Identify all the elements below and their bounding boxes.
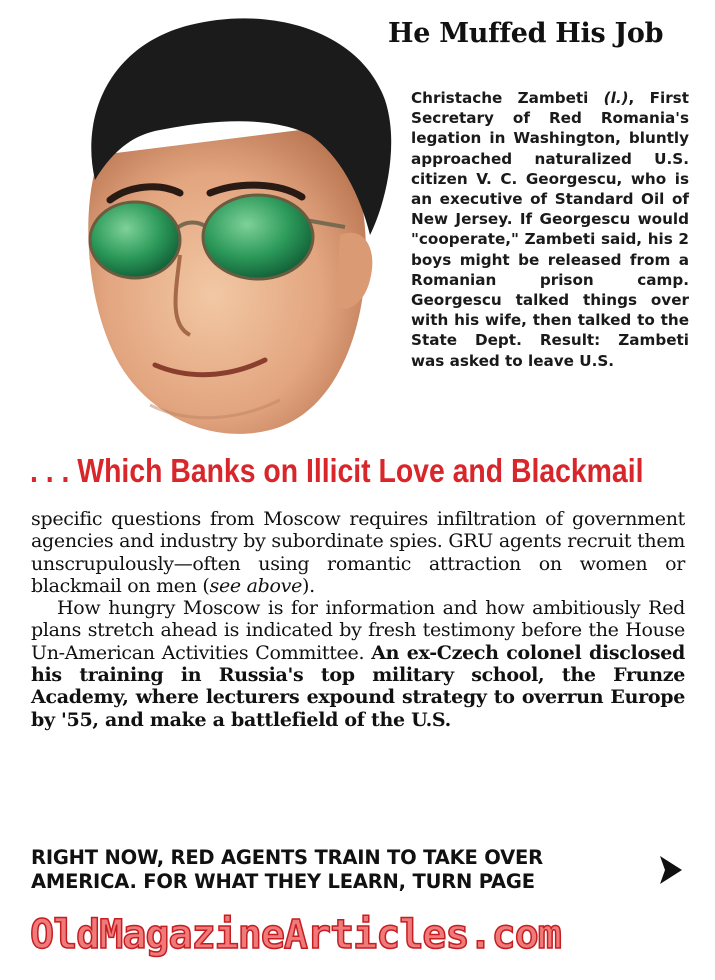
section-subhead: . . . Which Banks on Illicit Love and Blackmail [30, 452, 644, 489]
body-text: specific questions from Moscow requires infiltration of government agencies and industry by subordinate spies. GRU agents recruit them unscrupulously—often using romantic attraction on women or blackmail on men ( [31, 508, 685, 597]
body-paragraph [31, 508, 685, 597]
cta-line: AMERICA. FOR WHAT THEY LEARN, TURN PAGE [31, 870, 535, 893]
photo-caption [411, 88, 689, 371]
body-text: How hungry Moscow is for information and how ambitiously Red plans stretch ahead is indicated by fresh testimony before the House Un-American Activities Committee. [31, 597, 685, 664]
site-watermark: OldMagazineArticles.com [30, 912, 561, 958]
caption-headline: He Muffed His Job [388, 18, 664, 49]
body-italic: see above [209, 574, 303, 597]
portrait-photo [40, 5, 400, 445]
face-shape [88, 125, 366, 434]
caption-part: , First Secretary of Red Romania's legation in Washington, bluntly approached naturalized U.S. citizen V. C. Georgescu, who is an executive of Standard Oil of New Jersey. If Georgescu would "cooperate," Zambeti said, his 2 boys might be released from a Romanian prison camp. Georgescu talked things over with his wife, then talked to the State Dept. Result: Zambeti was asked to leave U.S. [411, 89, 689, 370]
cta-line: RIGHT NOW, RED AGENTS TRAIN TO TAKE OVER [31, 846, 543, 869]
body-bold-text: An ex-Czech colonel disclosed his training in Russia's top military school, the Frunze Academy, where lecturers expound strategy to overrun Europe by '55, and make a battlefield of the U.S. [31, 641, 685, 731]
arrow-right-icon [656, 850, 686, 890]
body-text: ). [302, 574, 315, 597]
body-paragraph [31, 597, 685, 731]
caption-part-italic: (l.) [603, 89, 629, 107]
article-body [31, 508, 685, 731]
caption-part: Christache Zambeti [411, 89, 604, 107]
ear-shape [335, 233, 372, 309]
turn-page-callout [31, 846, 651, 894]
